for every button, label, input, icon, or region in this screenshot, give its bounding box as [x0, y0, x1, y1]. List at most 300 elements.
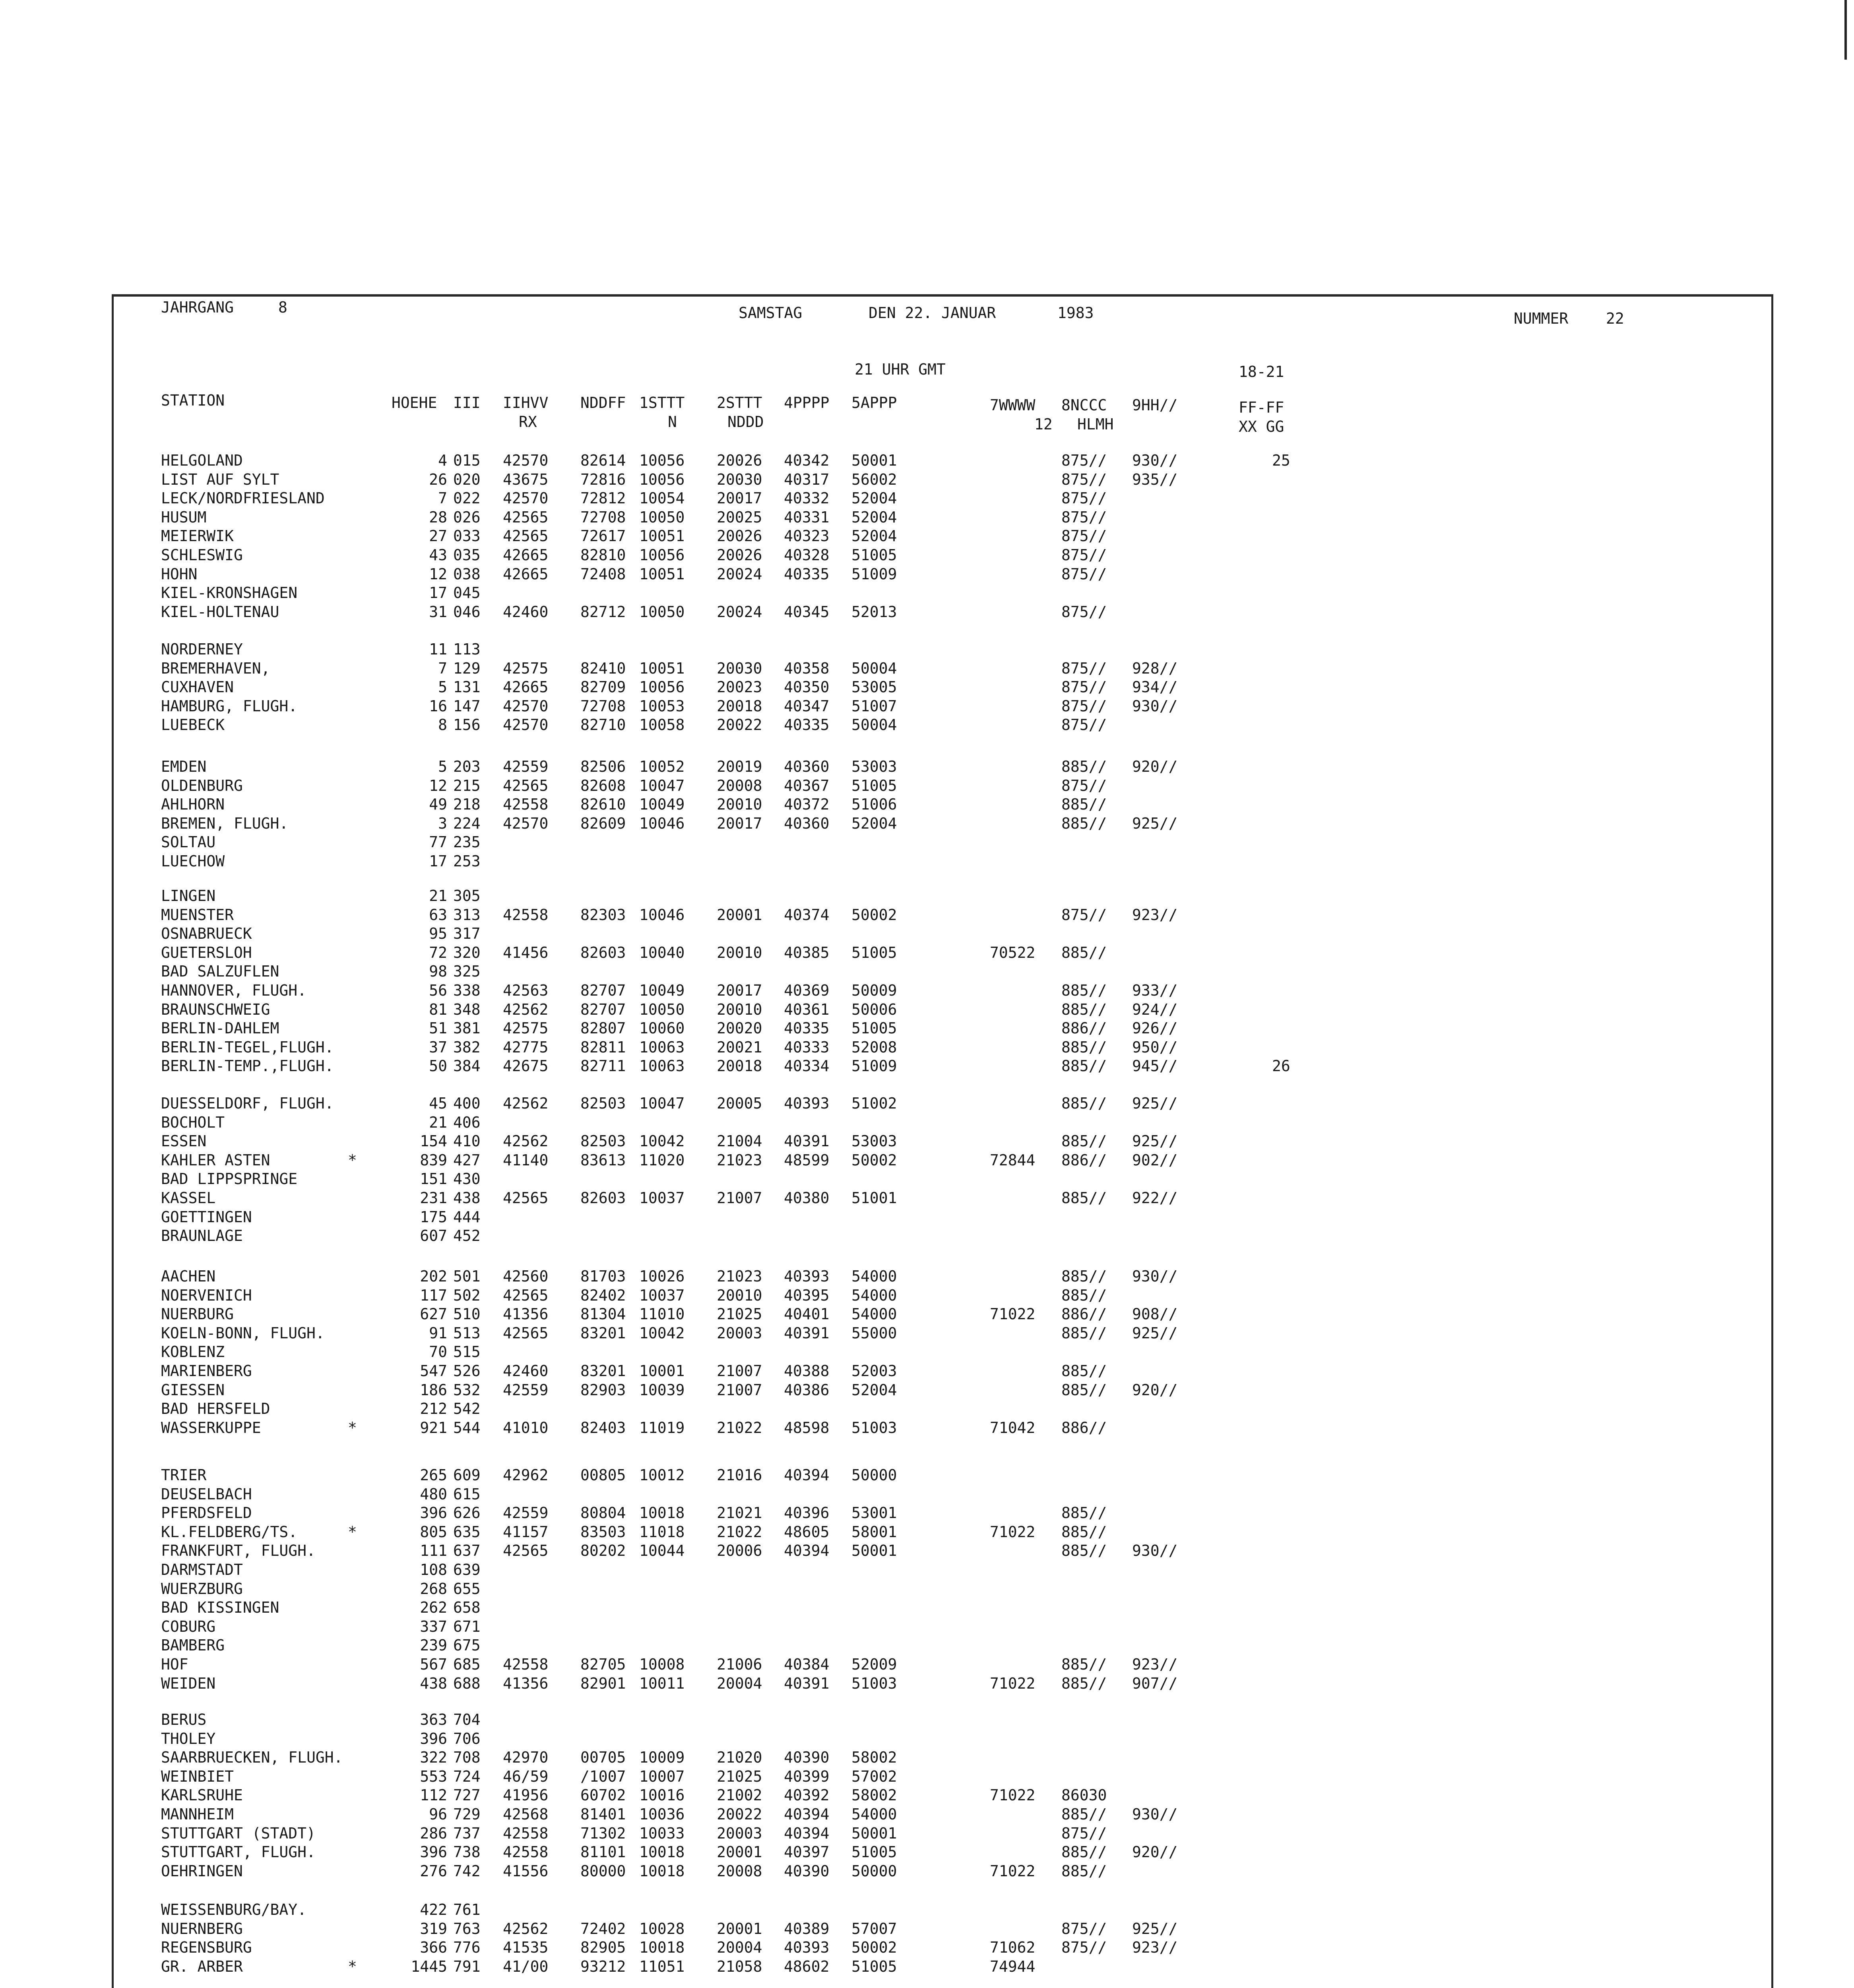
- station-id: 235: [453, 833, 481, 851]
- station-id: 038: [453, 565, 481, 583]
- elevation: 366: [420, 1939, 447, 1957]
- group-8nccc: 886//: [1061, 1151, 1107, 1169]
- group-5appp: 52004: [851, 814, 897, 832]
- elevation: 50: [429, 1057, 447, 1075]
- group-1sttt: 10016: [639, 1786, 685, 1804]
- group-iihvv: 41356: [503, 1674, 549, 1692]
- group-iihvv: 42565: [503, 1542, 549, 1560]
- group-1sttt: 10046: [639, 906, 685, 924]
- station-name: BRAUNLAGE: [161, 1227, 243, 1245]
- group-iihvv: 42558: [503, 1656, 549, 1673]
- station-id: 452: [453, 1227, 481, 1245]
- elevation: 154: [420, 1132, 447, 1150]
- table-row: [0, 1561, 1854, 1579]
- table-row: [0, 1419, 1854, 1437]
- station-id: 430: [453, 1170, 481, 1188]
- station-name: GOETTINGEN: [161, 1208, 252, 1226]
- station-id: 348: [453, 1000, 481, 1018]
- group-2sttt: 21006: [717, 1656, 762, 1673]
- group-4pppp: 40388: [784, 1362, 830, 1380]
- station-id: 131: [453, 678, 481, 696]
- col-hoehe: HOEHE: [392, 394, 437, 412]
- station-id: 704: [453, 1711, 481, 1728]
- group-nddff: 80000: [580, 1862, 626, 1880]
- station-name: DEUSELBACH: [161, 1485, 252, 1503]
- group-7wwww: 71022: [990, 1523, 1036, 1541]
- table-row: [0, 1504, 1854, 1522]
- group-ff: 25: [1272, 452, 1290, 469]
- group-9hh: 925//: [1132, 1095, 1178, 1112]
- group-nddff: 82710: [580, 716, 626, 734]
- station-name: HELGOLAND: [161, 452, 243, 469]
- group-1sttt: 10058: [639, 716, 685, 734]
- elevation: 921: [420, 1419, 447, 1437]
- group-4pppp: 40360: [784, 758, 830, 775]
- group-8nccc: 885//: [1061, 1381, 1107, 1399]
- station-name: THOLEY: [161, 1730, 216, 1747]
- group-1sttt: 10049: [639, 982, 685, 999]
- station-name: LUECHOW: [161, 852, 225, 870]
- group-5appp: 52004: [851, 489, 897, 507]
- station-id: 224: [453, 814, 481, 832]
- table-row: [0, 1805, 1854, 1823]
- elevation: 117: [420, 1286, 447, 1304]
- group-2sttt: 20019: [717, 758, 762, 775]
- elevation: 51: [429, 1019, 447, 1037]
- group-5appp: 51002: [851, 1095, 897, 1112]
- group-iihvv: 42570: [503, 452, 549, 469]
- station-name: AHLHORN: [161, 796, 225, 813]
- station-name: NUERNBERG: [161, 1920, 243, 1938]
- group-nddff: 82410: [580, 659, 626, 677]
- table-row: [0, 1000, 1854, 1019]
- table-row: [0, 1267, 1854, 1285]
- group-nddff: 82609: [580, 814, 626, 832]
- group-2sttt: 20001: [717, 1843, 762, 1861]
- table-row: [0, 1019, 1854, 1037]
- group-1sttt: 10009: [639, 1749, 685, 1767]
- group-nddff: 72408: [580, 565, 626, 583]
- group-9hh: 933//: [1132, 982, 1178, 999]
- group-nddff: 60702: [580, 1786, 626, 1804]
- group-9hh: 930//: [1132, 1542, 1178, 1560]
- table-row: [0, 833, 1854, 851]
- group-nddff: 81304: [580, 1305, 626, 1323]
- nummer-label: NUMMER: [1514, 310, 1569, 327]
- mountain-mark: *: [348, 1957, 357, 1975]
- group-4pppp: 40390: [784, 1862, 830, 1880]
- group-4pppp: 40347: [784, 697, 830, 715]
- table-row: [0, 1938, 1854, 1957]
- group-iihvv: 41556: [503, 1862, 549, 1880]
- station-name: MUENSTER: [161, 906, 234, 924]
- col-c5: 4PPPP: [784, 394, 830, 412]
- group-7wwww: 71022: [990, 1305, 1036, 1323]
- group-1sttt: 10028: [639, 1920, 685, 1938]
- station-id: 015: [453, 452, 481, 469]
- group-8nccc: 885//: [1061, 1268, 1107, 1285]
- group-5appp: 52008: [851, 1038, 897, 1056]
- table-row: [0, 1227, 1854, 1245]
- group-iihvv: 41956: [503, 1786, 549, 1804]
- elevation: 95: [429, 925, 447, 943]
- station-id: 400: [453, 1095, 481, 1112]
- group-2sttt: 20018: [717, 1057, 762, 1075]
- station-name: KIEL-HOLTENAU: [161, 603, 279, 621]
- group-2sttt: 20023: [717, 678, 762, 696]
- group-8nccc: 875//: [1061, 1939, 1107, 1957]
- group-8nccc: 885//: [1061, 1189, 1107, 1207]
- station-id: 022: [453, 489, 481, 507]
- group-7wwww: 74944: [990, 1957, 1036, 1975]
- table-row: [0, 1598, 1854, 1617]
- station-id: 427: [453, 1151, 481, 1169]
- group-iihvv: 42775: [503, 1038, 549, 1056]
- group-2sttt: 20010: [717, 1000, 762, 1018]
- elevation: 56: [429, 982, 447, 999]
- group-4pppp: 40317: [784, 470, 830, 488]
- table-row: [0, 1901, 1854, 1919]
- group-nddff: 82603: [580, 944, 626, 961]
- table-row: [0, 1286, 1854, 1305]
- station-name: STUTTGART (STADT): [161, 1824, 316, 1842]
- group-iihvv: 42575: [503, 659, 549, 677]
- group-4pppp: 40396: [784, 1504, 830, 1522]
- group-nddff: 82901: [580, 1674, 626, 1692]
- group-nddff: 93212: [580, 1957, 626, 1975]
- group-nddff: 82903: [580, 1381, 626, 1399]
- group-9hh: 950//: [1132, 1038, 1178, 1056]
- station-id: 382: [453, 1038, 481, 1056]
- station-name: OLDENBURG: [161, 777, 243, 794]
- station-id: 020: [453, 470, 481, 488]
- col-ff: FF-FF: [1239, 399, 1284, 416]
- group-8nccc: 885//: [1061, 1057, 1107, 1075]
- elevation: 77: [429, 833, 447, 851]
- table-row: [0, 1617, 1854, 1636]
- group-2sttt: 21058: [717, 1957, 762, 1975]
- group-nddff: /1007: [580, 1767, 626, 1785]
- table-row: [0, 1400, 1854, 1418]
- group-1sttt: 10008: [639, 1656, 685, 1673]
- group-1sttt: 10036: [639, 1806, 685, 1823]
- station-name: NOERVENICH: [161, 1286, 252, 1304]
- group-4pppp: 40390: [784, 1749, 830, 1767]
- group-nddff: 82506: [580, 758, 626, 775]
- station-id: 737: [453, 1824, 481, 1842]
- group-2sttt: 21016: [717, 1466, 762, 1484]
- col-c8: 8NCCC: [1061, 396, 1107, 414]
- elevation: 5: [438, 678, 447, 696]
- group-iihvv: 42558: [503, 1824, 549, 1842]
- group-4pppp: 40394: [784, 1542, 830, 1560]
- station-name: HOF: [161, 1656, 188, 1673]
- station-name: KIEL-KRONSHAGEN: [161, 584, 298, 602]
- group-nddff: 83503: [580, 1523, 626, 1541]
- table-row: [0, 1466, 1854, 1484]
- group-iihvv: 42562: [503, 1132, 549, 1150]
- group-iihvv: 41/00: [503, 1957, 549, 1975]
- group-1sttt: 10056: [639, 470, 685, 488]
- group-5appp: 56002: [851, 470, 897, 488]
- station-id: 305: [453, 887, 481, 905]
- group-4pppp: 40391: [784, 1674, 830, 1692]
- station-name: LIST AUF SYLT: [161, 470, 279, 488]
- group-1sttt: 11019: [639, 1419, 685, 1437]
- group-4pppp: 40391: [784, 1132, 830, 1150]
- group-5appp: 52004: [851, 508, 897, 526]
- group-4pppp: 40350: [784, 678, 830, 696]
- elevation: 26: [429, 470, 447, 488]
- group-2sttt: 21021: [717, 1504, 762, 1522]
- elevation: 72: [429, 944, 447, 961]
- elevation: 28: [429, 508, 447, 526]
- group-2sttt: 20024: [717, 603, 762, 621]
- table-row: [0, 1957, 1854, 1976]
- station-id: 791: [453, 1957, 481, 1975]
- table-row: [0, 584, 1854, 602]
- group-nddff: 82608: [580, 777, 626, 794]
- table-row: [0, 1343, 1854, 1361]
- mountain-mark: *: [348, 1523, 357, 1541]
- group-2sttt: 21020: [717, 1749, 762, 1767]
- group-1sttt: 10051: [639, 659, 685, 677]
- table-row: [0, 527, 1854, 545]
- elevation: 7: [438, 659, 447, 677]
- group-8nccc: 875//: [1061, 527, 1107, 545]
- group-4pppp: 40323: [784, 527, 830, 545]
- group-4pppp: 48605: [784, 1523, 830, 1541]
- elevation: 175: [420, 1208, 447, 1226]
- station-name: BREMERHAVEN,: [161, 659, 270, 677]
- col-c6: 5APPP: [851, 394, 897, 412]
- group-2sttt: 20008: [717, 1862, 762, 1880]
- weekday: SAMSTAG: [739, 304, 803, 322]
- group-1sttt: 10037: [639, 1286, 685, 1304]
- group-iihvv: 42558: [503, 906, 549, 924]
- table-row: [0, 1208, 1854, 1226]
- mountain-mark: *: [348, 1419, 357, 1437]
- station-id: 444: [453, 1208, 481, 1226]
- group-5appp: 53005: [851, 678, 897, 696]
- group-4pppp: 40401: [784, 1305, 830, 1323]
- group-nddff: 00805: [580, 1466, 626, 1484]
- group-iihvv: 41456: [503, 944, 549, 961]
- group-1sttt: 10051: [639, 565, 685, 583]
- elevation: 43: [429, 546, 447, 564]
- group-5appp: 51005: [851, 944, 897, 961]
- group-5appp: 51005: [851, 546, 897, 564]
- group-9hh: 925//: [1132, 1132, 1178, 1150]
- group-5appp: 54000: [851, 1806, 897, 1823]
- group-7wwww: 71062: [990, 1939, 1036, 1957]
- elevation: 8: [438, 716, 447, 734]
- group-4pppp: 40361: [784, 1000, 830, 1018]
- group-4pppp: 40360: [784, 814, 830, 832]
- group-4pppp: 48599: [784, 1151, 830, 1169]
- group-2sttt: 20030: [717, 659, 762, 677]
- group-8nccc: 885//: [1061, 1324, 1107, 1342]
- station-name: MARIENBERG: [161, 1362, 252, 1380]
- observation-time: 21 UHR GMT: [855, 361, 946, 378]
- group-9hh: 928//: [1132, 659, 1178, 677]
- station-name: TRIER: [161, 1466, 207, 1484]
- group-1sttt: 10054: [639, 489, 685, 507]
- group-5appp: 51003: [851, 1419, 897, 1437]
- station-id: 615: [453, 1485, 481, 1503]
- group-8nccc: 885//: [1061, 1504, 1107, 1522]
- station-name: AACHEN: [161, 1268, 216, 1285]
- col-c9: 9HH//: [1132, 396, 1178, 414]
- group-2sttt: 20025: [717, 508, 762, 526]
- station-name: KARLSRUHE: [161, 1786, 243, 1804]
- station-name: LINGEN: [161, 887, 216, 905]
- group-iihvv: 42570: [503, 814, 549, 832]
- group-nddff: 80804: [580, 1504, 626, 1522]
- group-2sttt: 21007: [717, 1362, 762, 1380]
- group-nddff: 82403: [580, 1419, 626, 1437]
- group-iihvv: 42460: [503, 603, 549, 621]
- table-row: [0, 962, 1854, 980]
- station-name: KAHLER ASTEN: [161, 1151, 270, 1169]
- group-iihvv: 46/59: [503, 1767, 549, 1785]
- mountain-mark: *: [348, 1151, 357, 1169]
- group-4pppp: 48602: [784, 1957, 830, 1975]
- jahrgang-value: 8: [278, 299, 287, 316]
- group-iihvv: 42962: [503, 1466, 549, 1484]
- group-8nccc: 885//: [1061, 796, 1107, 813]
- group-2sttt: 20017: [717, 814, 762, 832]
- station-name: KL.FELDBERG/TS.: [161, 1523, 298, 1541]
- group-5appp: 50004: [851, 716, 897, 734]
- group-2sttt: 21022: [717, 1419, 762, 1437]
- group-4pppp: 40393: [784, 1095, 830, 1112]
- elevation: 186: [420, 1381, 447, 1399]
- group-9hh: 920//: [1132, 758, 1178, 775]
- group-1sttt: 10033: [639, 1824, 685, 1842]
- group-1sttt: 10056: [639, 452, 685, 469]
- group-1sttt: 10060: [639, 1019, 685, 1037]
- group-8nccc: 875//: [1061, 906, 1107, 924]
- group-8nccc: 885//: [1061, 1843, 1107, 1861]
- group-4pppp: 40335: [784, 1019, 830, 1037]
- table-row: [0, 470, 1854, 489]
- table-row: [0, 1324, 1854, 1342]
- group-2sttt: 20010: [717, 796, 762, 813]
- table-row: [0, 1730, 1854, 1748]
- elevation: 12: [429, 565, 447, 583]
- station-name: FRANKFURT, FLUGH.: [161, 1542, 316, 1560]
- group-4pppp: 40395: [784, 1286, 830, 1304]
- group-1sttt: 11051: [639, 1957, 685, 1975]
- col-c4: 2STTT: [717, 394, 762, 412]
- station-id: 542: [453, 1400, 481, 1418]
- group-5appp: 50002: [851, 1151, 897, 1169]
- station-id: 406: [453, 1113, 481, 1131]
- group-nddff: 72617: [580, 527, 626, 545]
- group-5appp: 51005: [851, 1843, 897, 1861]
- station-name: ESSEN: [161, 1132, 207, 1150]
- group-8nccc: 875//: [1061, 470, 1107, 488]
- group-iihvv: 42565: [503, 777, 549, 794]
- station-id: 639: [453, 1561, 481, 1578]
- group-iihvv: 41140: [503, 1151, 549, 1169]
- station-id: 218: [453, 796, 481, 813]
- station-id: 738: [453, 1843, 481, 1861]
- station-name: BERUS: [161, 1711, 207, 1728]
- group-nddff: 82811: [580, 1038, 626, 1056]
- table-row: [0, 1113, 1854, 1132]
- group-5appp: 51005: [851, 1019, 897, 1037]
- station-id: 513: [453, 1324, 481, 1342]
- group-2sttt: 20022: [717, 1806, 762, 1823]
- scan-edge-mark: [1844, 0, 1847, 60]
- group-iihvv: 42562: [503, 1000, 549, 1018]
- group-4pppp: 40345: [784, 603, 830, 621]
- elevation: 396: [420, 1843, 447, 1861]
- group-1sttt: 10042: [639, 1132, 685, 1150]
- group-5appp: 51007: [851, 697, 897, 715]
- group-7wwww: 71022: [990, 1862, 1036, 1880]
- group-iihvv: 42565: [503, 1286, 549, 1304]
- table-row: [0, 508, 1854, 526]
- group-iihvv: 42570: [503, 716, 549, 734]
- group-nddff: 82402: [580, 1286, 626, 1304]
- station-id: 671: [453, 1617, 481, 1635]
- table-row: [0, 757, 1854, 776]
- station-id: 688: [453, 1674, 481, 1692]
- group-iihvv: 42665: [503, 565, 549, 583]
- group-8nccc: 875//: [1061, 777, 1107, 794]
- group-nddff: 82614: [580, 452, 626, 469]
- group-4pppp: 40394: [784, 1806, 830, 1823]
- station-id: 526: [453, 1362, 481, 1380]
- station-id: 510: [453, 1305, 481, 1323]
- group-4pppp: 40331: [784, 508, 830, 526]
- group-ff: 26: [1272, 1057, 1290, 1075]
- station-name: NORDERNEY: [161, 641, 243, 658]
- group-5appp: 51006: [851, 796, 897, 813]
- group-9hh: 924//: [1132, 1000, 1178, 1018]
- group-5appp: 52009: [851, 1656, 897, 1673]
- group-4pppp: 40334: [784, 1057, 830, 1075]
- elevation: 363: [420, 1711, 447, 1728]
- station-name: BAMBERG: [161, 1637, 225, 1654]
- table-row: [0, 1057, 1854, 1075]
- group-1sttt: 10046: [639, 814, 685, 832]
- station-id: 532: [453, 1381, 481, 1399]
- group-1sttt: 10001: [639, 1362, 685, 1380]
- group-5appp: 51003: [851, 1674, 897, 1692]
- group-1sttt: 10050: [639, 508, 685, 526]
- group-2sttt: 20006: [717, 1542, 762, 1560]
- group-1sttt: 10047: [639, 1095, 685, 1112]
- elevation: 7: [438, 489, 447, 507]
- table-row: [0, 1094, 1854, 1112]
- group-8nccc: 885//: [1061, 814, 1107, 832]
- group-nddff: 83613: [580, 1151, 626, 1169]
- station-name: WUERZBURG: [161, 1580, 243, 1598]
- col-c3: 1STTT: [639, 394, 685, 412]
- group-4pppp: 40335: [784, 565, 830, 583]
- station-id: 502: [453, 1286, 481, 1304]
- elevation: 49: [429, 796, 447, 813]
- elevation: 396: [420, 1730, 447, 1747]
- station-name: GUETERSLOH: [161, 944, 252, 961]
- station-id: 129: [453, 659, 481, 677]
- group-9hh: 930//: [1132, 697, 1178, 715]
- group-nddff: 72708: [580, 508, 626, 526]
